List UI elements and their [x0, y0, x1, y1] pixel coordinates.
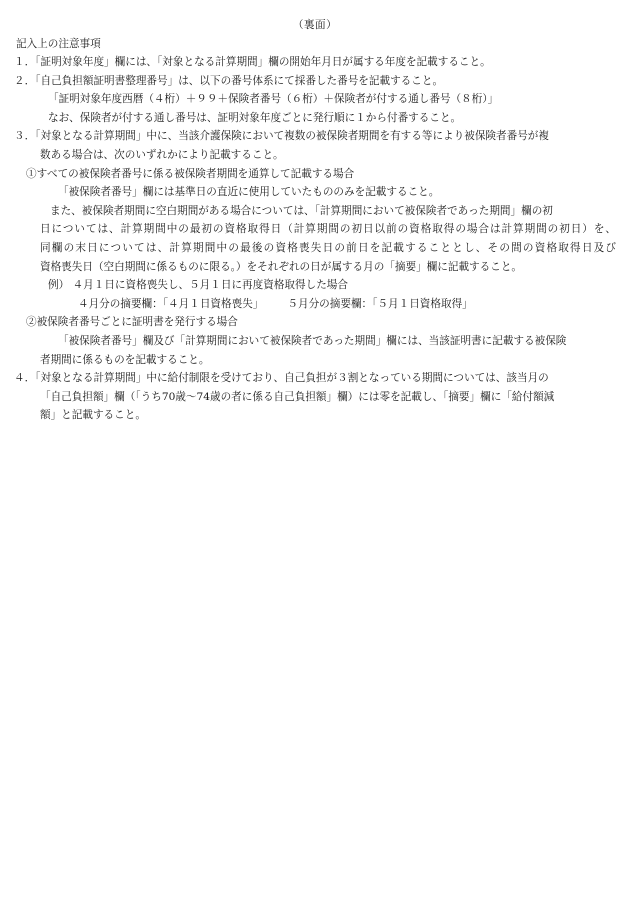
notes-body: [0, 53, 630, 425]
item-3: [0, 127, 630, 146]
item-2-format: 「証明対象年度西暦（４桁）＋９９＋保険者番号（６桁）＋保険者が付する通し番号（８桁）」: [48, 93, 499, 106]
item-1: [0, 53, 630, 72]
item-text: 「証明対象年度」欄には、「対象となる計算期間」欄の開始年月日が属する年度を記載すること。: [35, 56, 491, 68]
sub1-line-5: 資格喪失日（空白期間に係るものに限る。）をそれぞれの日が属する月の「摘要」欄に記載すること。: [40, 260, 523, 273]
example-text: ４月１日に資格喪失し、５月１日に再度資格取得した場合: [72, 279, 348, 292]
sub1-line-4: 同欄の末日については、計算期間中の最後の資格喪失日の前日を記載することとし、その間の資格取得日及び: [40, 241, 616, 254]
example-entry-april: ４月分の摘要欄：「４月１日資格喪失」: [78, 297, 264, 310]
item-2: [0, 72, 630, 91]
item-number: ３．: [14, 130, 36, 143]
sub2-heading: ②被保険者番号ごとに証明書を発行する場合: [26, 316, 238, 329]
sub2-line-2: 者期間に係るものを記載すること。: [40, 353, 210, 366]
sub1-example: [0, 276, 630, 295]
item-number: ４．: [14, 372, 36, 385]
sub1-line-3: 日については、計算期間中の最初の資格取得日（計算期間の初日以前の資格取得の場合は計算期間の初日）を、: [40, 223, 616, 236]
item-2-note: なお、保険者が付する通し番号は、証明対象年度ごとに発行順に１から付番すること。: [48, 111, 462, 124]
item-4: [0, 369, 630, 388]
sub1-line-1: 「被保険者番号」欄には基準日の直近に使用していたもののみを記載すること。: [58, 186, 440, 199]
sub2-line-1: 「被保険者番号」欄及び「計算期間において被保険者であった期間」欄には、当該証明書に記載する被保険: [58, 334, 567, 347]
notes-heading: 記入上の注意事項: [16, 38, 101, 50]
item-number: １．: [14, 56, 36, 68]
item-text: 「自己負担額証明書整理番号」は、以下の番号体系にて採番した番号を記載すること。: [35, 74, 444, 87]
sub1-line-2: また、被保険者期間に空白期間がある場合については、「計算期間において被保険者であった期間」欄の初: [50, 204, 553, 217]
example-label: 例）: [48, 279, 70, 292]
page-title: （裏面）: [292, 19, 338, 31]
item-text: 「対象となる計算期間」中に給付制限を受けており、自己負担が３割となっている期間については、該当月の: [35, 372, 549, 385]
item-number: ２．: [14, 74, 36, 87]
item-3-cont: 数ある場合は、次のいずれかにより記載すること。: [40, 148, 284, 161]
item-text: 「対象となる計算期間」中に、当該介護保険において複数の被保険者期間を有する等により被保険者番号が複: [35, 130, 549, 143]
example-entry-may: ５月分の摘要欄：「５月１日資格取得」: [287, 297, 473, 310]
sub1-heading: ①すべての被保険者番号に係る被保険者期間を通算して記載する場合: [26, 167, 355, 180]
item-4-cont-1: 「自己負担額」欄（「うち70歳～74歳の者に係る自己負担額」欄）には零を記載し、「摘要」欄に「給付額減: [40, 390, 555, 403]
item-4-cont-2: 額」と記載すること。: [40, 409, 146, 422]
sub1-example-entries: [0, 295, 630, 314]
